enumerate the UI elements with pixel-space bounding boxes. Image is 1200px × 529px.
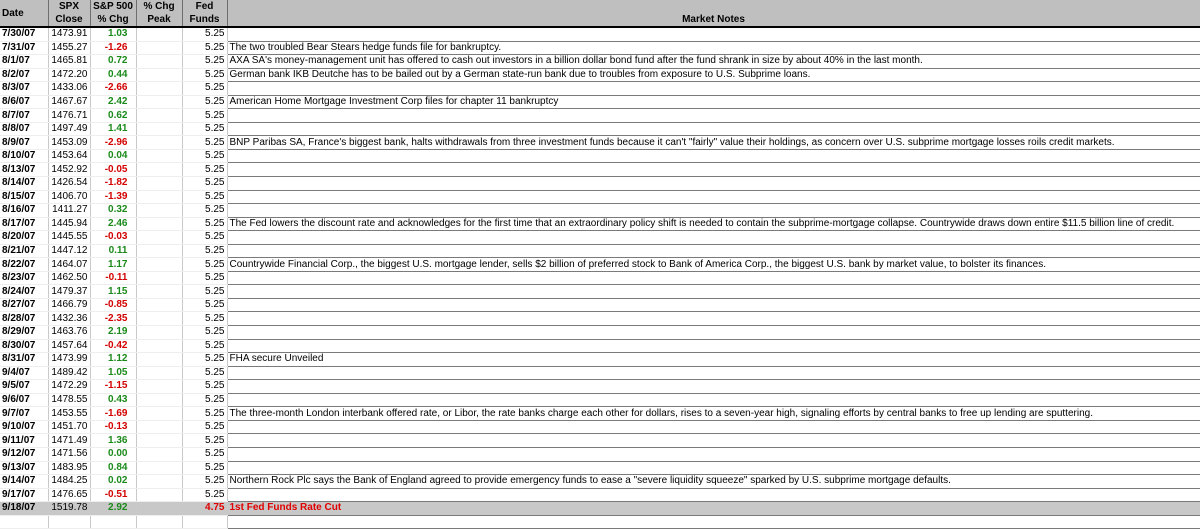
cell-spx-close[interactable]: 1447.12 (48, 244, 90, 258)
cell-pct-chg[interactable]: 1.03 (90, 27, 136, 41)
table-row (0, 163, 1200, 177)
cell-market-note[interactable] (227, 82, 1200, 96)
cell-pct-chg-peak[interactable] (136, 393, 182, 407)
cell-pct-chg[interactable]: 1.17 (90, 258, 136, 272)
cell-pct-chg[interactable]: -0.11 (90, 271, 136, 285)
cell-market-note[interactable] (227, 312, 1200, 326)
cell-pct-chg-peak[interactable] (136, 407, 182, 421)
cell-market-note[interactable] (227, 244, 1200, 258)
cell-market-note[interactable] (227, 380, 1200, 394)
cell-pct-chg-peak[interactable] (136, 502, 182, 516)
table-row (0, 298, 1200, 312)
cell-fed-funds[interactable]: 5.25 (182, 190, 227, 204)
cell-pct-chg-peak[interactable] (136, 353, 182, 367)
table-row (0, 339, 1200, 353)
cell-spx-close[interactable]: 1457.64 (48, 339, 90, 353)
cell-pct-chg[interactable]: -2.35 (90, 312, 136, 326)
cell-pct-chg[interactable]: 0.43 (90, 393, 136, 407)
cell-market-note[interactable] (227, 393, 1200, 407)
cell-pct-chg[interactable]: 1.12 (90, 353, 136, 367)
table-row (0, 461, 1200, 475)
cell-pct-chg-peak[interactable] (136, 231, 182, 245)
cell-spx-close[interactable]: 1452.92 (48, 163, 90, 177)
cell-date[interactable]: 9/4/07 (0, 366, 48, 380)
cell-fed-funds[interactable]: 5.25 (182, 285, 227, 299)
cell-pct-chg-peak[interactable] (136, 434, 182, 448)
cell-market-note[interactable]: The three-month London interbank offered rate, or Libor, the rate banks charge each other for dollars, rises to a seven-year high, signaling efforts by central banks to free up lending are sputtering. (227, 407, 1200, 421)
cell-market-note[interactable] (227, 515, 1200, 529)
cell-pct-chg-peak[interactable] (136, 326, 182, 340)
cell-pct-chg[interactable]: 2.42 (90, 95, 136, 109)
cell-market-note[interactable]: The two troubled Bear Stears hedge funds file for bankruptcy. (227, 41, 1200, 55)
cell-spx-close[interactable]: 1479.37 (48, 285, 90, 299)
cell-date[interactable]: 9/13/07 (0, 461, 48, 475)
cell-spx-close[interactable]: 1464.07 (48, 258, 90, 272)
cell-pct-chg[interactable]: -1.39 (90, 190, 136, 204)
cell-market-note[interactable]: German bank IKB Deutche has to be bailed out by a German state-run bank due to troubles from exposure to U.S. Subprime loans. (227, 68, 1200, 82)
table-row (0, 82, 1200, 96)
cell-spx-close[interactable]: 1445.94 (48, 217, 90, 231)
cell-pct-chg[interactable]: 0.32 (90, 204, 136, 218)
cell-spx-close[interactable]: 1472.20 (48, 68, 90, 82)
cell-market-note[interactable] (227, 271, 1200, 285)
cell-fed-funds[interactable]: 5.25 (182, 55, 227, 69)
table-row (0, 515, 1200, 529)
cell-date[interactable]: 9/14/07 (0, 475, 48, 489)
header-fed-funds[interactable]: Fed Funds (182, 0, 227, 27)
cell-market-note[interactable] (227, 177, 1200, 191)
table-row (0, 326, 1200, 340)
table-row (0, 285, 1200, 299)
table-row (0, 41, 1200, 55)
table-row (0, 407, 1200, 421)
cell-pct-chg-peak[interactable] (136, 163, 182, 177)
cell-fed-funds[interactable]: 5.25 (182, 488, 227, 502)
cell-date[interactable]: 8/17/07 (0, 217, 48, 231)
cell-pct-chg-peak[interactable] (136, 55, 182, 69)
cell-pct-chg[interactable]: -1.82 (90, 177, 136, 191)
cell-market-note[interactable] (227, 488, 1200, 502)
table-row (0, 312, 1200, 326)
cell-pct-chg[interactable]: -1.15 (90, 380, 136, 394)
cell-fed-funds[interactable]: 5.25 (182, 366, 227, 380)
table-row (0, 271, 1200, 285)
cell-pct-chg[interactable]: 1.05 (90, 366, 136, 380)
cell-pct-chg-peak[interactable] (136, 244, 182, 258)
cell-pct-chg-peak[interactable] (136, 420, 182, 434)
cell-fed-funds[interactable]: 5.25 (182, 475, 227, 489)
cell-market-note[interactable] (227, 434, 1200, 448)
cell-market-note[interactable] (227, 326, 1200, 340)
table-row (0, 217, 1200, 231)
cell-spx-close[interactable]: 1519.78 (48, 502, 90, 516)
table-row (0, 231, 1200, 245)
cell-spx-close[interactable]: 1406.70 (48, 190, 90, 204)
cell-spx-close[interactable]: 1433.06 (48, 82, 90, 96)
cell-market-note[interactable] (227, 109, 1200, 123)
cell-fed-funds[interactable]: 5.25 (182, 27, 227, 41)
cell-date[interactable]: 8/30/07 (0, 339, 48, 353)
table-row (0, 68, 1200, 82)
table-row (0, 136, 1200, 150)
table-body (0, 27, 1200, 529)
cell-date[interactable]: 8/23/07 (0, 271, 48, 285)
cell-pct-chg-peak[interactable] (136, 339, 182, 353)
cell-fed-funds[interactable]: 5.25 (182, 68, 227, 82)
cell-pct-chg-peak[interactable] (136, 515, 182, 529)
cell-fed-funds[interactable]: 5.25 (182, 339, 227, 353)
table-row (0, 447, 1200, 461)
cell-spx-close[interactable]: 1489.42 (48, 366, 90, 380)
cell-date[interactable]: 8/8/07 (0, 122, 48, 136)
cell-pct-chg[interactable]: 0.84 (90, 461, 136, 475)
header-spx-close[interactable]: SPX Close (48, 0, 90, 27)
cell-pct-chg-peak[interactable] (136, 271, 182, 285)
cell-date[interactable]: 8/7/07 (0, 109, 48, 123)
cell-pct-chg[interactable]: 1.36 (90, 434, 136, 448)
cell-fed-funds[interactable]: 5.25 (182, 298, 227, 312)
cell-fed-funds[interactable]: 5.25 (182, 149, 227, 163)
cell-date[interactable]: 9/17/07 (0, 488, 48, 502)
cell-pct-chg-peak[interactable] (136, 68, 182, 82)
cell-spx-close[interactable]: 1466.79 (48, 298, 90, 312)
cell-market-note[interactable] (227, 447, 1200, 461)
cell-fed-funds[interactable]: 5.25 (182, 407, 227, 421)
cell-date[interactable]: 8/20/07 (0, 231, 48, 245)
cell-fed-funds[interactable]: 5.25 (182, 271, 227, 285)
cell-market-note[interactable]: Countrywide Financial Corp., the biggest U.S. mortgage lender, sells $2 billion of preferred stock to Bank of America Corp., the biggest U.S. bank by market value, to bolster its finances. (227, 258, 1200, 272)
cell-fed-funds[interactable] (182, 515, 227, 529)
table-row (0, 55, 1200, 69)
cell-spx-close[interactable]: 1497.49 (48, 122, 90, 136)
cell-fed-funds[interactable]: 5.25 (182, 353, 227, 367)
cell-spx-close[interactable]: 1463.76 (48, 326, 90, 340)
cell-fed-funds[interactable]: 5.25 (182, 434, 227, 448)
cell-pct-chg-peak[interactable] (136, 258, 182, 272)
cell-pct-chg[interactable]: -0.03 (90, 231, 136, 245)
cell-spx-close[interactable]: 1455.27 (48, 41, 90, 55)
table-row (0, 177, 1200, 191)
cell-market-note[interactable]: Northern Rock Plc says the Bank of England agreed to provide emergency funds to ease a "severe liquidity squeeze" sparked by U.S. subprime mortgage defaults. (227, 475, 1200, 489)
cell-pct-chg-peak[interactable] (136, 488, 182, 502)
cell-pct-chg-peak[interactable] (136, 82, 182, 96)
cell-spx-close[interactable]: 1476.71 (48, 109, 90, 123)
cell-spx-close[interactable]: 1462.50 (48, 271, 90, 285)
cell-spx-close[interactable]: 1473.91 (48, 27, 90, 41)
cell-market-note[interactable] (227, 420, 1200, 434)
table-row (0, 434, 1200, 448)
table-row (0, 380, 1200, 394)
cell-pct-chg-peak[interactable] (136, 475, 182, 489)
cell-date[interactable] (0, 515, 48, 529)
cell-date[interactable]: 9/12/07 (0, 447, 48, 461)
cell-pct-chg-peak[interactable] (136, 461, 182, 475)
cell-pct-chg-peak[interactable] (136, 298, 182, 312)
table-row (0, 258, 1200, 272)
cell-fed-funds[interactable]: 5.25 (182, 122, 227, 136)
cell-fed-funds[interactable]: 5.25 (182, 244, 227, 258)
cell-pct-chg[interactable]: 2.19 (90, 326, 136, 340)
cell-spx-close[interactable]: 1467.67 (48, 95, 90, 109)
cell-spx-close[interactable]: 1453.09 (48, 136, 90, 150)
cell-pct-chg-peak[interactable] (136, 136, 182, 150)
cell-fed-funds[interactable]: 5.25 (182, 393, 227, 407)
cell-market-note[interactable]: BNP Paribas SA, France's biggest bank, halts withdrawals from three investment funds because it can't "fairly" value their holdings, as concern over U.S. subprime mortgage losses roils credit markets. (227, 136, 1200, 150)
cell-spx-close[interactable]: 1432.36 (48, 312, 90, 326)
cell-market-note[interactable] (227, 149, 1200, 163)
cell-fed-funds[interactable]: 5.25 (182, 312, 227, 326)
cell-fed-funds[interactable]: 5.25 (182, 420, 227, 434)
cell-pct-chg-peak[interactable] (136, 122, 182, 136)
cell-date[interactable]: 7/30/07 (0, 27, 48, 41)
cell-date[interactable]: 8/24/07 (0, 285, 48, 299)
cell-date[interactable]: 9/11/07 (0, 434, 48, 448)
table-row (0, 95, 1200, 109)
cell-pct-chg[interactable]: 2.92 (90, 502, 136, 516)
cell-spx-close[interactable]: 1411.27 (48, 204, 90, 218)
table-row (0, 488, 1200, 502)
cell-fed-funds[interactable]: 5.25 (182, 447, 227, 461)
cell-spx-close[interactable]: 1472.29 (48, 380, 90, 394)
cell-spx-close[interactable]: 1473.99 (48, 353, 90, 367)
cell-pct-chg[interactable]: 0.02 (90, 475, 136, 489)
cell-spx-close[interactable]: 1484.25 (48, 475, 90, 489)
cell-fed-funds[interactable]: 5.25 (182, 41, 227, 55)
cell-spx-close[interactable]: 1476.65 (48, 488, 90, 502)
cell-date[interactable]: 8/2/07 (0, 68, 48, 82)
table-row (0, 366, 1200, 380)
cell-pct-chg[interactable] (90, 515, 136, 529)
table-row (0, 27, 1200, 41)
table-row (0, 393, 1200, 407)
cell-spx-close[interactable]: 1483.95 (48, 461, 90, 475)
header-date[interactable]: Date (0, 0, 48, 27)
cell-date[interactable]: 8/22/07 (0, 258, 48, 272)
cell-fed-funds[interactable]: 5.25 (182, 258, 227, 272)
cell-pct-chg[interactable]: 2.46 (90, 217, 136, 231)
cell-market-note[interactable]: The Fed lowers the discount rate and acknowledges for the first time that an extraordinary policy shift is needed to contain the subprime-mortgage collapse. Countrywide draws down entire $11.5 billion line of credit. (227, 217, 1200, 231)
cell-pct-chg[interactable]: 1.15 (90, 285, 136, 299)
cell-pct-chg-peak[interactable] (136, 366, 182, 380)
cell-pct-chg[interactable]: -1.69 (90, 407, 136, 421)
table-row (0, 109, 1200, 123)
cell-market-note[interactable]: 1st Fed Funds Rate Cut (227, 502, 1200, 516)
cell-date[interactable]: 8/3/07 (0, 82, 48, 96)
cell-spx-close[interactable]: 1471.56 (48, 447, 90, 461)
cell-pct-chg-peak[interactable] (136, 27, 182, 41)
cell-pct-chg-peak[interactable] (136, 109, 182, 123)
cell-spx-close[interactable]: 1426.54 (48, 177, 90, 191)
cell-fed-funds[interactable]: 5.25 (182, 217, 227, 231)
cell-date[interactable]: 9/10/07 (0, 420, 48, 434)
cell-pct-chg[interactable]: -2.96 (90, 136, 136, 150)
cell-date[interactable]: 8/27/07 (0, 298, 48, 312)
cell-date[interactable]: 8/1/07 (0, 55, 48, 69)
cell-market-note[interactable] (227, 190, 1200, 204)
cell-market-note[interactable] (227, 122, 1200, 136)
cell-pct-chg[interactable]: -0.13 (90, 420, 136, 434)
table-row (0, 149, 1200, 163)
cell-spx-close[interactable]: 1453.64 (48, 149, 90, 163)
cell-date[interactable]: 7/31/07 (0, 41, 48, 55)
cell-date[interactable]: 9/18/07 (0, 502, 48, 516)
cell-market-note[interactable] (227, 339, 1200, 353)
cell-fed-funds[interactable]: 5.25 (182, 82, 227, 96)
cell-date[interactable]: 8/21/07 (0, 244, 48, 258)
cell-spx-close[interactable]: 1478.55 (48, 393, 90, 407)
cell-pct-chg-peak[interactable] (136, 190, 182, 204)
cell-market-note[interactable] (227, 27, 1200, 41)
table-row (0, 475, 1200, 489)
cell-pct-chg-peak[interactable] (136, 447, 182, 461)
cell-pct-chg-peak[interactable] (136, 380, 182, 394)
header-pct-chg-peak[interactable]: % Chg Peak (136, 0, 182, 27)
table-row (0, 190, 1200, 204)
cell-fed-funds[interactable]: 5.25 (182, 204, 227, 218)
cell-pct-chg[interactable]: -0.51 (90, 488, 136, 502)
cell-market-note[interactable] (227, 231, 1200, 245)
cell-date[interactable]: 9/6/07 (0, 393, 48, 407)
cell-pct-chg[interactable]: -1.26 (90, 41, 136, 55)
cell-date[interactable]: 8/15/07 (0, 190, 48, 204)
cell-market-note[interactable] (227, 163, 1200, 177)
table-row (0, 353, 1200, 367)
cell-market-note[interactable] (227, 298, 1200, 312)
cell-pct-chg[interactable]: 0.62 (90, 109, 136, 123)
cell-date[interactable]: 9/7/07 (0, 407, 48, 421)
cell-fed-funds[interactable]: 4.75 (182, 502, 227, 516)
cell-market-note[interactable] (227, 461, 1200, 475)
cell-pct-chg-peak[interactable] (136, 285, 182, 299)
cell-date[interactable]: 8/16/07 (0, 204, 48, 218)
table-row (0, 204, 1200, 218)
cell-market-note[interactable] (227, 204, 1200, 218)
cell-spx-close[interactable]: 1471.49 (48, 434, 90, 448)
cell-pct-chg-peak[interactable] (136, 312, 182, 326)
header-row (0, 0, 1200, 27)
cell-date[interactable]: 8/31/07 (0, 353, 48, 367)
cell-fed-funds[interactable]: 5.25 (182, 95, 227, 109)
cell-pct-chg-peak[interactable] (136, 95, 182, 109)
cell-fed-funds[interactable]: 5.25 (182, 109, 227, 123)
cell-pct-chg[interactable]: 1.41 (90, 122, 136, 136)
table-row (0, 502, 1200, 516)
cell-market-note[interactable]: AXA SA's money-management unit has offered to cash out investors in a billion dollar bond fund after the fund shrank in size by about 40% in the last month. (227, 55, 1200, 69)
cell-pct-chg-peak[interactable] (136, 149, 182, 163)
cell-date[interactable]: 8/14/07 (0, 177, 48, 191)
cell-pct-chg-peak[interactable] (136, 204, 182, 218)
cell-spx-close[interactable]: 1465.81 (48, 55, 90, 69)
cell-date[interactable]: 9/5/07 (0, 380, 48, 394)
cell-pct-chg[interactable]: -0.05 (90, 163, 136, 177)
cell-pct-chg[interactable]: 0.72 (90, 55, 136, 69)
cell-fed-funds[interactable]: 5.25 (182, 231, 227, 245)
cell-pct-chg-peak[interactable] (136, 41, 182, 55)
cell-spx-close[interactable] (48, 515, 90, 529)
cell-fed-funds[interactable]: 5.25 (182, 177, 227, 191)
cell-fed-funds[interactable]: 5.25 (182, 326, 227, 340)
cell-fed-funds[interactable]: 5.25 (182, 380, 227, 394)
cell-date[interactable]: 8/13/07 (0, 163, 48, 177)
cell-spx-close[interactable]: 1453.55 (48, 407, 90, 421)
cell-pct-chg[interactable]: 0.00 (90, 447, 136, 461)
cell-pct-chg-peak[interactable] (136, 177, 182, 191)
cell-date[interactable]: 8/29/07 (0, 326, 48, 340)
cell-pct-chg[interactable]: 0.11 (90, 244, 136, 258)
table-row (0, 244, 1200, 258)
cell-date[interactable]: 8/9/07 (0, 136, 48, 150)
cell-spx-close[interactable]: 1445.55 (48, 231, 90, 245)
header-sp500-pct-chg[interactable]: S&P 500 % Chg (90, 0, 136, 27)
cell-pct-chg-peak[interactable] (136, 217, 182, 231)
cell-pct-chg[interactable]: -0.85 (90, 298, 136, 312)
cell-market-note[interactable] (227, 285, 1200, 299)
cell-market-note[interactable]: FHA secure Unveiled (227, 353, 1200, 367)
cell-fed-funds[interactable]: 5.25 (182, 461, 227, 475)
cell-fed-funds[interactable]: 5.25 (182, 163, 227, 177)
cell-pct-chg[interactable]: 0.04 (90, 149, 136, 163)
table-row (0, 420, 1200, 434)
cell-date[interactable]: 8/10/07 (0, 149, 48, 163)
cell-pct-chg[interactable]: -2.66 (90, 82, 136, 96)
cell-fed-funds[interactable]: 5.25 (182, 136, 227, 150)
cell-pct-chg[interactable]: 0.44 (90, 68, 136, 82)
cell-date[interactable]: 8/28/07 (0, 312, 48, 326)
cell-date[interactable]: 8/6/07 (0, 95, 48, 109)
cell-market-note[interactable] (227, 366, 1200, 380)
cell-spx-close[interactable]: 1451.70 (48, 420, 90, 434)
header-market-notes[interactable]: Market Notes (227, 0, 1200, 27)
table-row (0, 122, 1200, 136)
cell-market-note[interactable]: American Home Mortgage Investment Corp files for chapter 11 bankruptcy (227, 95, 1200, 109)
cell-pct-chg[interactable]: -0.42 (90, 339, 136, 353)
